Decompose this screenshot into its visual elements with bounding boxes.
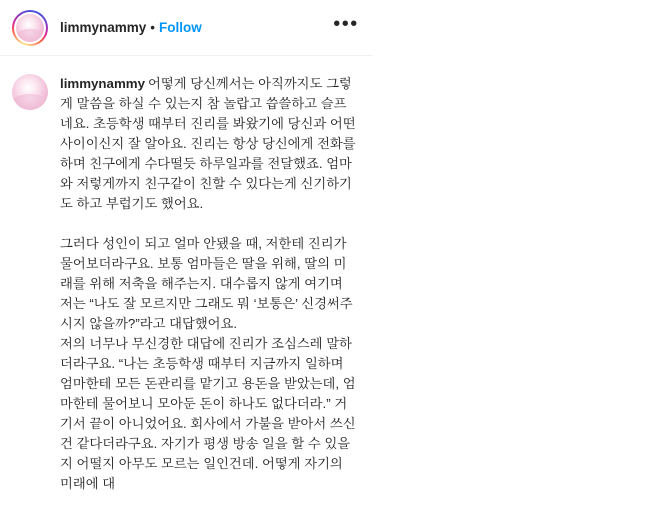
caption-paragraph <box>60 74 358 214</box>
caption-paragraph-text: 어떻게 당신께서는 아직까지도 그렇게 말씀을 하실 수 있는지 참 놀랍고 씁쓸하고 슬프네요. 초등학생 때부터 진리를 봐왔기에 당신과 어떤 사이이신지 잘 알아요. 진리는 항상 당신에게 전화를 하며 친구에게 수다떨듯 하루일과를 전달했죠. 엄마와 저렇게까지 친구같이 친할 수 있다는게 신기하기도 하고 부럽기도 했어요. <box>60 76 356 211</box>
header-text <box>60 19 334 37</box>
avatar-image <box>14 12 46 44</box>
account-username[interactable]: limmynammy <box>60 19 147 35</box>
avatar[interactable] <box>12 10 48 46</box>
separator-dot: • <box>150 19 156 35</box>
caption-area <box>0 56 372 494</box>
caption-paragraph: 그러다 성인이 되고 얼마 안됐을 때, 저한테 진리가 물어보더라구요. 보통 엄마들은 딸을 위해, 딸의 미래를 위해 저축을 해주는지. 대수롭지 않게 여기며 저는 “나도 잘 모르지만 그래도 뭐 ‘보통은’ 신경써주시지 않을까?”라고 대답했어요. <box>60 236 353 331</box>
more-options-icon[interactable]: ••• <box>333 12 359 35</box>
caption-avatar[interactable] <box>12 74 48 110</box>
caption-text <box>60 74 358 494</box>
follow-button[interactable]: Follow <box>159 19 202 35</box>
post-header <box>0 0 372 56</box>
caption-username[interactable]: limmynammy <box>60 76 145 91</box>
caption-paragraph: 저의 너무나 무신경한 대답에 진리가 조심스레 말하더라구요. “나는 초등학생 때부터 지금까지 일하며 엄마한테 모든 돈관리를 맡기고 용돈을 받았는데, 엄마한테 물어보니 모아둔 돈이 하나도 없다더라.” 거기서 끝이 아니었어요. 회사에서 가불을 받아서 쓰신건 같다더라구요. 자기가 평생 방송 일을 할 수 있을지 어떨지 아무도 모르는 일인건데. 어떻게 자기의 미래에 대 <box>60 336 356 491</box>
